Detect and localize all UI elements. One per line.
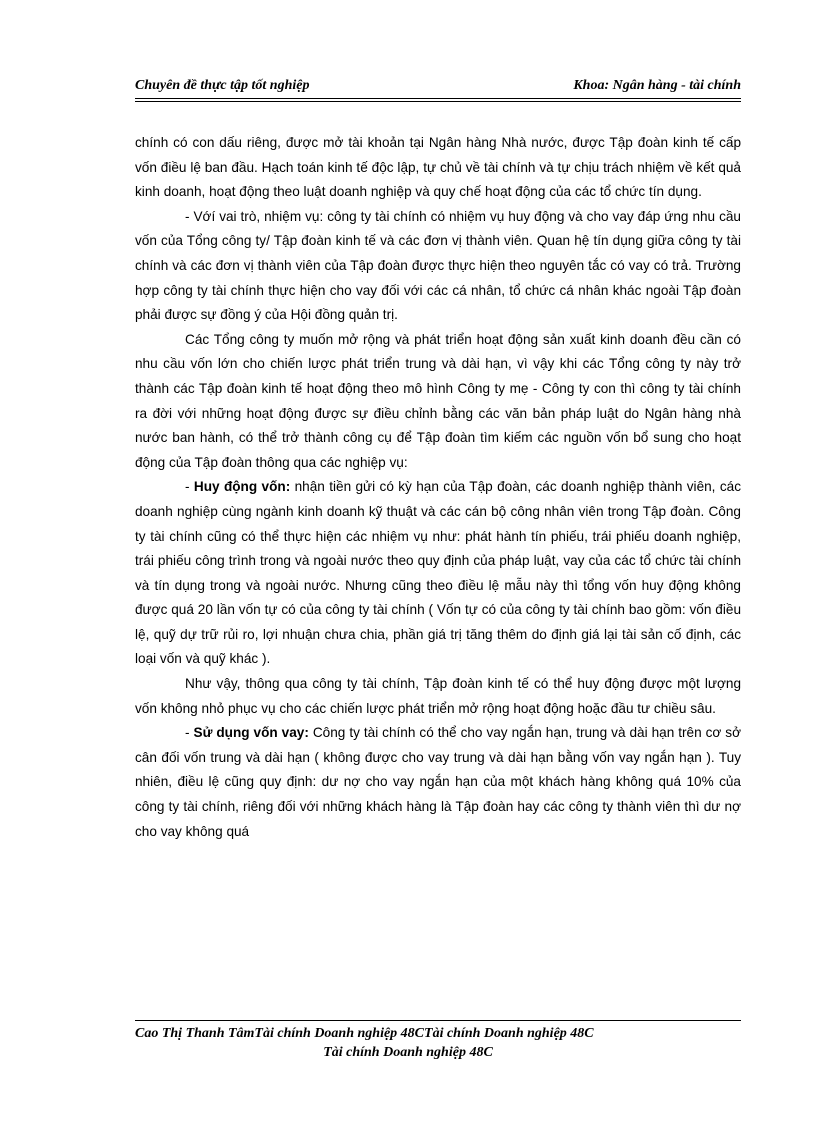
header-title: Chuyên đề thực tập tốt nghiệp	[135, 78, 310, 93]
paragraph-5: Như vậy, thông qua công ty tài chính, Tập đoàn kinh tế có thể huy động được một lượng vốn không nhỏ phục vụ cho các chiến lược phát triển mở rộng hoạt động hoặc đầu tư chiều sâu.	[135, 676, 741, 716]
paragraph-4-heading: Huy động vốn:	[193, 479, 291, 495]
page-header	[135, 78, 741, 98]
header-rule-thin-second	[135, 101, 741, 102]
paragraph-6	[135, 721, 741, 844]
paragraph-6-heading: Sử dụng vốn vay:	[193, 725, 309, 741]
header-department: Khoa: Ngân hàng - tài chính	[573, 78, 741, 93]
paragraph-4-text: nhận tiền gửi có kỳ hạn của Tập đoàn, các doanh nghiệp thành viên, các doanh nghiệp cùng ngành kinh doanh kỹ thuật và các cán bộ công nhân viên trong Tập đoàn. Công ty tài chính cũng có thể thực hiện các nhiệm vụ như: phát hành tín phiếu, trái phiếu doanh nghiệp, trái phiếu công trình trong và ngoài nước theo quy định của pháp luật, vay của các tổ chức tài chính và tín dụng trong và ngoài nước. Nhưng cũng theo điều lệ mẫu này thì tổng vốn huy động không được quá 20 lần vốn tự có của công ty tài chính ( Vốn tự có của công ty tài chính bao gồm: vốn điều lệ, quỹ dự trữ rủi ro, lợi nhuận chưa chia, phần giá trị tăng thêm do định giá lại tài sản cố định, các loại vốn và quỹ khác ).	[135, 479, 741, 667]
header-rule-thin	[135, 98, 741, 99]
paragraph-2: - Vớí vai trò, nhiệm vụ: công ty tài chính có nhiệm vụ huy động và cho vay đáp ứng nhu cầu vốn của Tổng công ty/ Tập đoàn kinh tế và các đơn vị thành viên. Quan hệ tín dụng giữa công ty tài chính và các đơn vị thành viên của Tập đoàn được thực hiện theo nguyên tắc có vay có trả. Trường hợp công ty tài chính thực hiện cho vay đối với các cá nhân, tổ chức cá nhân khác ngoài Tập đoàn phải được sự đồng ý của Hội đồng quản trị.	[135, 208, 741, 323]
footer-line-2: Tài chính Doanh nghiệp 48C	[323, 1045, 493, 1060]
paragraph-3: Các Tổng công ty muốn mở rộng và phát triển hoạt động sản xuất kinh doanh đều cần có nhu cầu vốn lớn cho chiến lược phát triển trung và dài hạn, vì vậy khi các Tổng công ty này trở thành các Tập đoàn kinh tế hoạt động theo mô hình Công ty mẹ - Công ty con thì công ty tài chính ra đời với những hoạt động được sự điều chỉnh bằng các văn bản pháp luật do Ngân hàng nhà nước ban hành, có thể trở thành công cụ để Tập đoàn tìm kiếm các nguồn vốn bổ sung cho hoạt động của Tập đoàn thông qua các nghiệp vụ:	[135, 331, 741, 470]
page-body	[135, 131, 741, 844]
paragraph-1: chính có con dấu riêng, được mở tài khoản tại Ngân hàng Nhà nước, được Tập đoàn kinh tế cấp vốn điều lệ ban đầu. Hạch toán kinh tế độc lập, tự chủ về tài chính và tự chịu trách nhiệm về kết quả kinh doanh, hoạt động theo luật doanh nghiệp và quy chế hoạt động của các tổ chức tín dụng.	[135, 135, 741, 200]
footer-line-1: Cao Thị Thanh TâmTài chính Doanh nghiệp 48CTài chính Doanh nghiệp 48C	[135, 1026, 594, 1041]
paragraph-6-prefix: -	[185, 725, 194, 741]
footer-rule	[135, 1020, 741, 1021]
page-footer	[135, 1024, 741, 1062]
paragraph-6-text: Công ty tài chính có thể cho vay ngắn hạn, trung và dài hạn trên cơ sở cân đối vốn trung và dài hạn ( không được cho vay trung và dài hạn bằng vốn vay ngắn hạn ). Tuy nhiên, điều lệ cũng quy định: dư nợ cho vay ngắn hạn của một khách hàng không quá 10% của công ty tài chính, riêng đối với những khách hàng là Tập đoàn hay các công ty thành viên thì dư nợ cho vay không quá	[135, 725, 741, 839]
paragraph-4-prefix: -	[185, 479, 194, 495]
paragraph-4	[135, 475, 741, 672]
